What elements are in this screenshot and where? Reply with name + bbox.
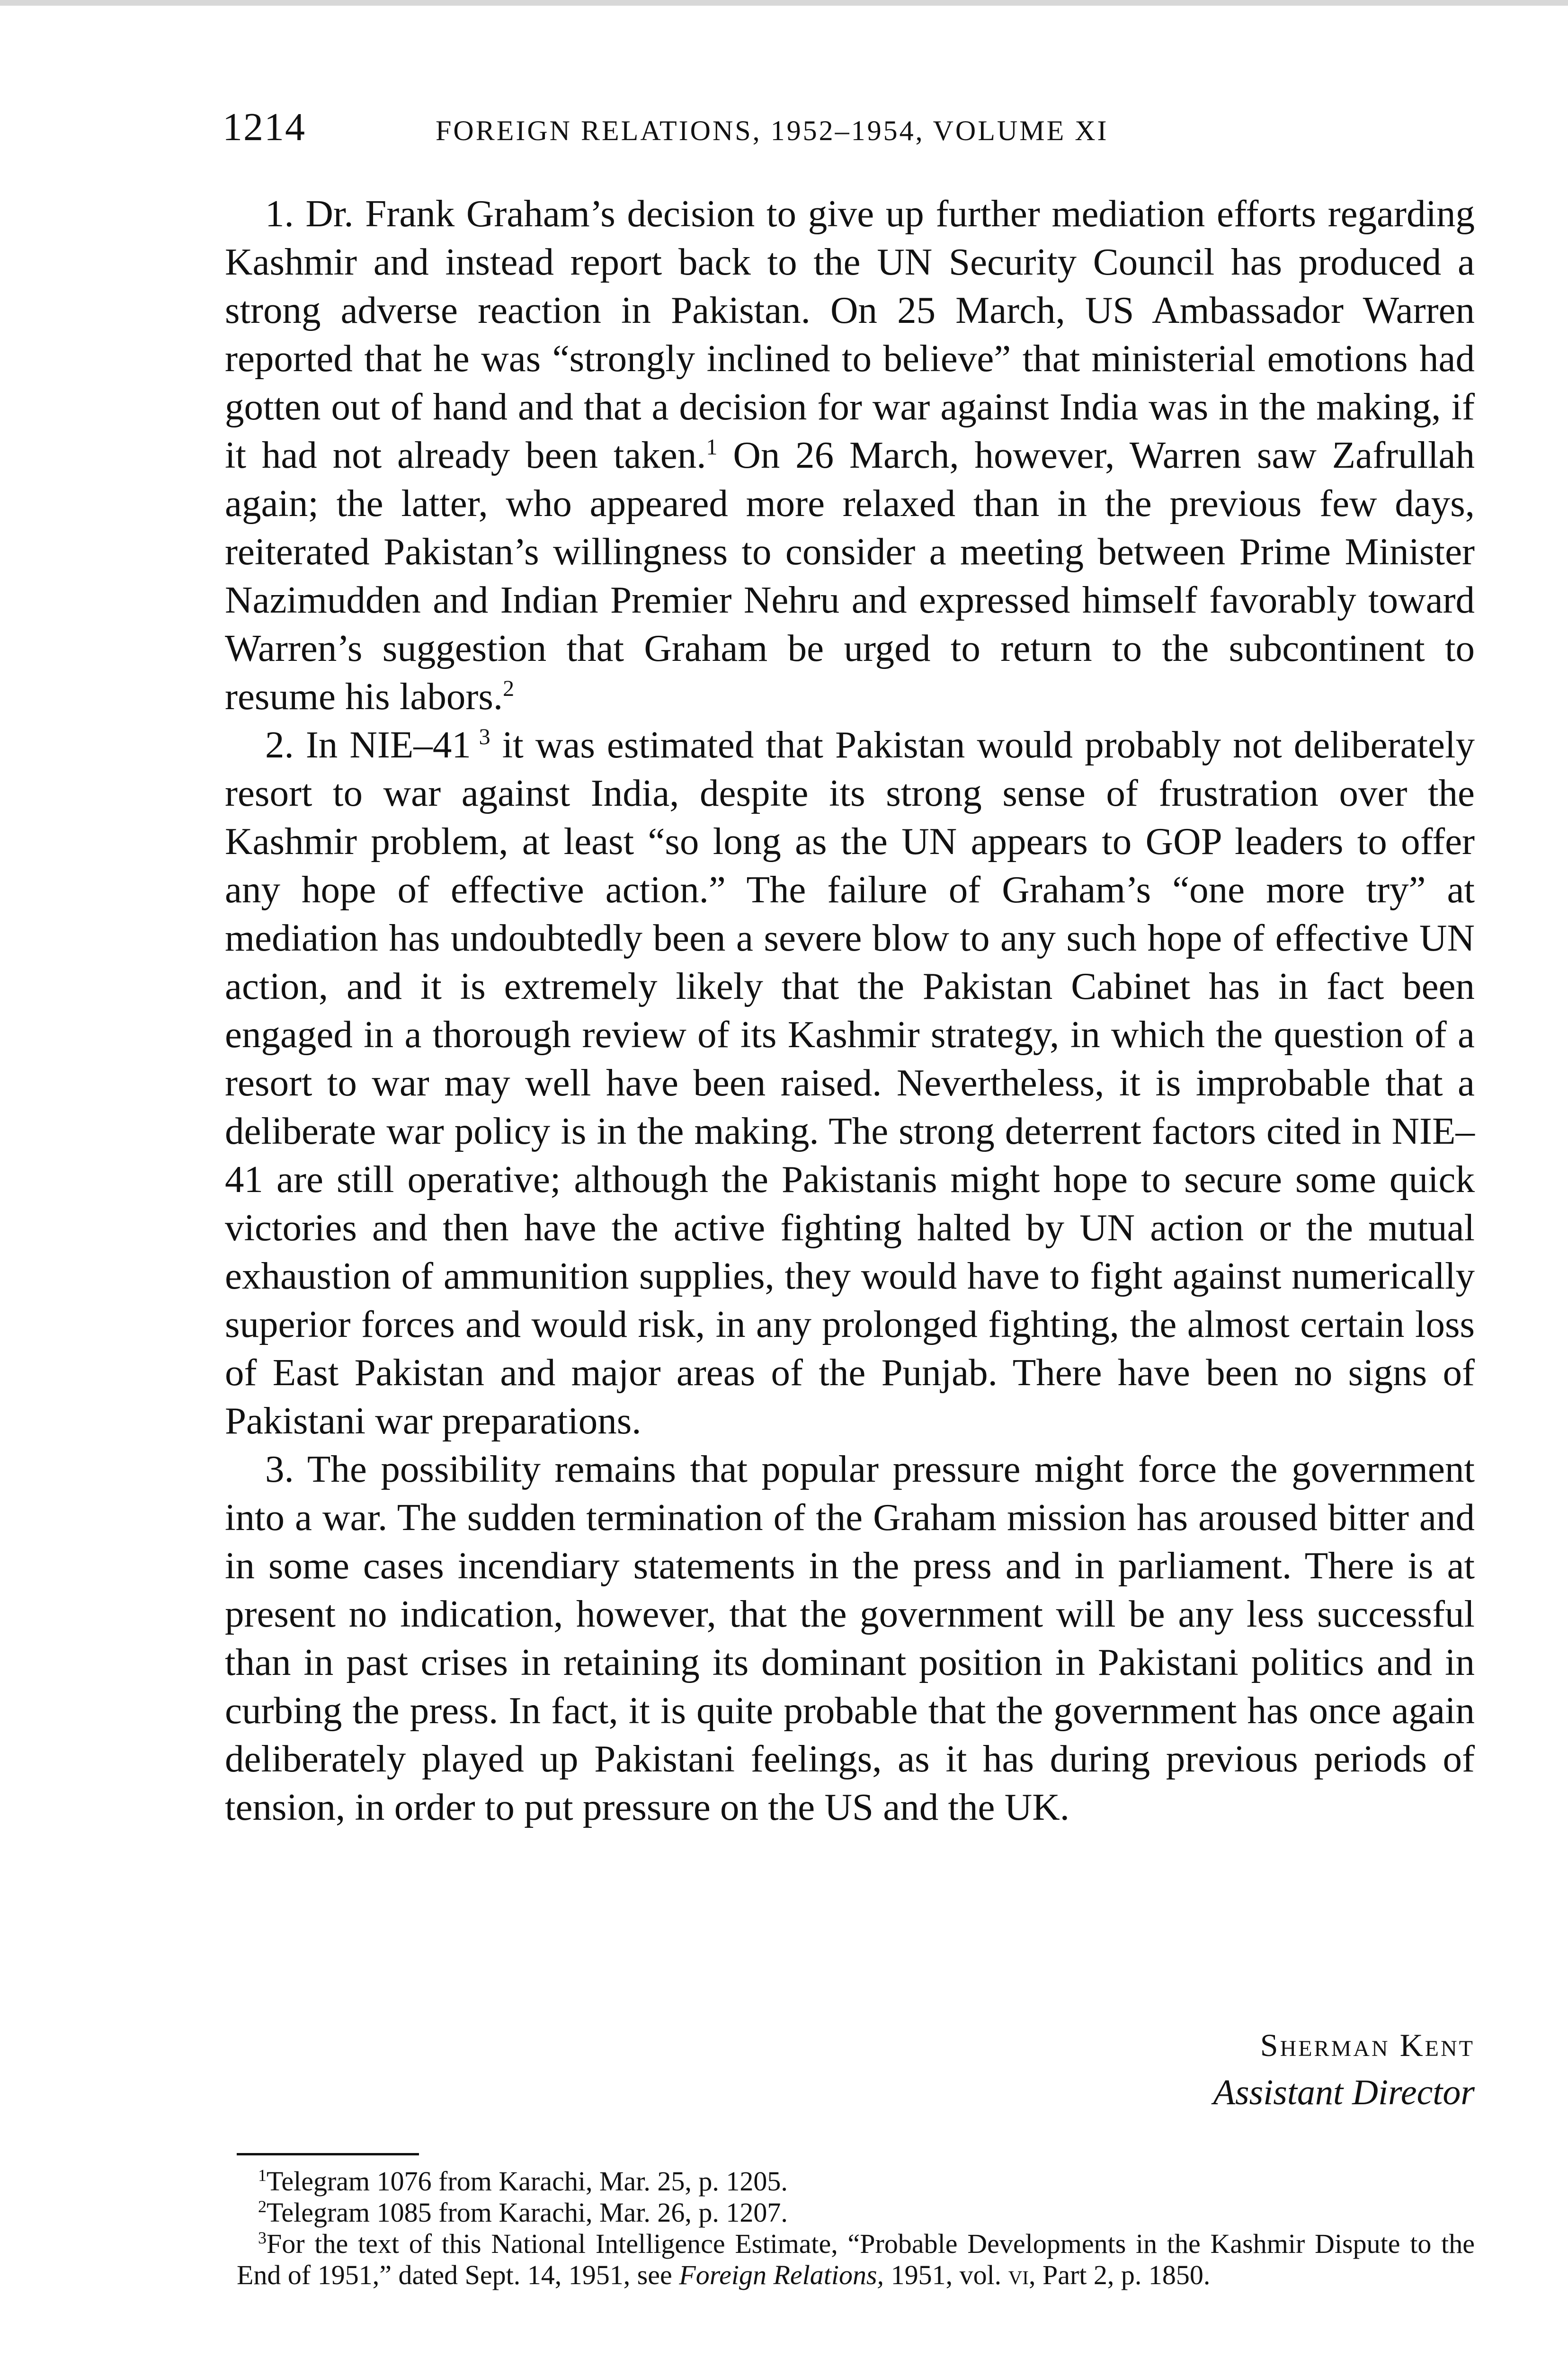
footnotes [237,2166,1475,2291]
running-head [223,104,1368,161]
footnote-3-text: For the text of this National Intelligence Estimate, “Probable Developments in the Kashmir Dispute to the End of 1951,” dated Sept. 14, 1951, see [237,2228,1475,2290]
footnote-3-text-continued: 1951, vol. [884,2260,1008,2290]
paragraph-1-text-b: On 26 March, however, Warren saw Zafrullah again; the latter, who appeared more relaxed than in the previous few days, reiterated Pakistan’s willingness to consider a meeting between Prime Minister Nazimudden and Indian Premier Nehru and expressed himself favorably toward Warren’s suggestion that Graham be urged to return to the subcontinent to resume his labors. [225,434,1475,718]
main-text [225,189,1475,1831]
footnote-ref-3: 3 [471,724,490,749]
footnote-divider [237,2153,419,2155]
paragraph-2 [225,721,1475,1445]
paragraph-1-text-a: 1. Dr. Frank Graham’s decision to give up further mediation efforts regarding Kashmir and instead report back to the UN Security Council has produced a strong adverse reaction in Pakistan. On 25 March, US Ambassador Warren reported that he was “strongly inclined to believe” that ministerial emotions had gotten out of hand and that a decision for war against India was in the making, if it had not already been taken. [225,192,1475,476]
footnote-3-volume: vi [1008,2260,1029,2290]
footnote-3-text-end: , Part 2, p. 1850. [1028,2260,1211,2290]
footnote-ref-1: 1 [706,435,718,460]
footnote-2-marker: 2 [258,2197,267,2216]
running-title: FOREIGN RELATIONS, 1952–1954, VOLUME XI [436,115,1109,146]
footnote-1-marker: 1 [258,2166,267,2185]
footnote-1-text: Telegram 1076 from Karachi, Mar. 25, p. 1205. [267,2166,788,2197]
footnote-2-text: Telegram 1085 from Karachi, Mar. 26, p. 1207. [267,2197,788,2228]
paragraph-2-text-a: 2. In NIE–41 [265,723,471,766]
signatory-name: Sherman Kent [1260,2027,1475,2063]
signatory-title: Assistant Director [1213,2073,1475,2112]
signature-block [947,2021,1475,2116]
scan-top-edge [0,0,1568,6]
page-number: 1214 [223,105,306,149]
footnote-3-source-title: Foreign Relations, [679,2260,884,2290]
paragraph-2-text-b: it was estimated that Pakistan would probably not deliberately resort to war against India, despite its strong sense of frustration over the Kashmir problem, at least “so long as the UN appears to GOP leaders to offer any hope of effective action.” The failure of Graham’s “one more try” at mediation has undoubtedly been a severe blow to any such hope of effective UN action, and it is extremely likely that the Pakistan Cabinet has in fact been engaged in a thorough review of its Kashmir strategy, in which the question of a resort to war may well have been raised. Nevertheless, it is improbable that a deliberate war policy is in the making. The strong deterrent factors cited in NIE–41 are still operative; although the Pakistanis might hope to secure some quick victories and then have the active fighting halted by UN action or the mutual exhaustion of ammunition supplies, they would have to fight against numerically superior forces and would risk, in any prolonged fighting, the almost certain loss of East Pakistan and major areas of the Punjab. There have been no signs of Pakistani war preparations. [225,723,1475,1442]
footnote-ref-2: 2 [503,676,515,701]
footnote-3 [237,2228,1475,2291]
footnote-2 [237,2197,1475,2228]
footnote-1 [237,2166,1475,2197]
paragraph-1 [225,189,1475,721]
paragraph-3: 3. The possibility remains that popular pressure might force the government into a war. The sudden termination of the Graham mission has aroused bitter and in some cases incendiary statements in the press and in parliament. There is at present no indication, however, that the government will be any less successful than in past crises in retaining its dominant position in Pakistani politics and in curbing the press. In fact, it is quite probable that the government has once again deliberately played up Pakistani feelings, as it has during previous periods of tension, in order to put pressure on the US and the UK. [225,1448,1475,1828]
footnote-3-marker: 3 [258,2228,267,2247]
